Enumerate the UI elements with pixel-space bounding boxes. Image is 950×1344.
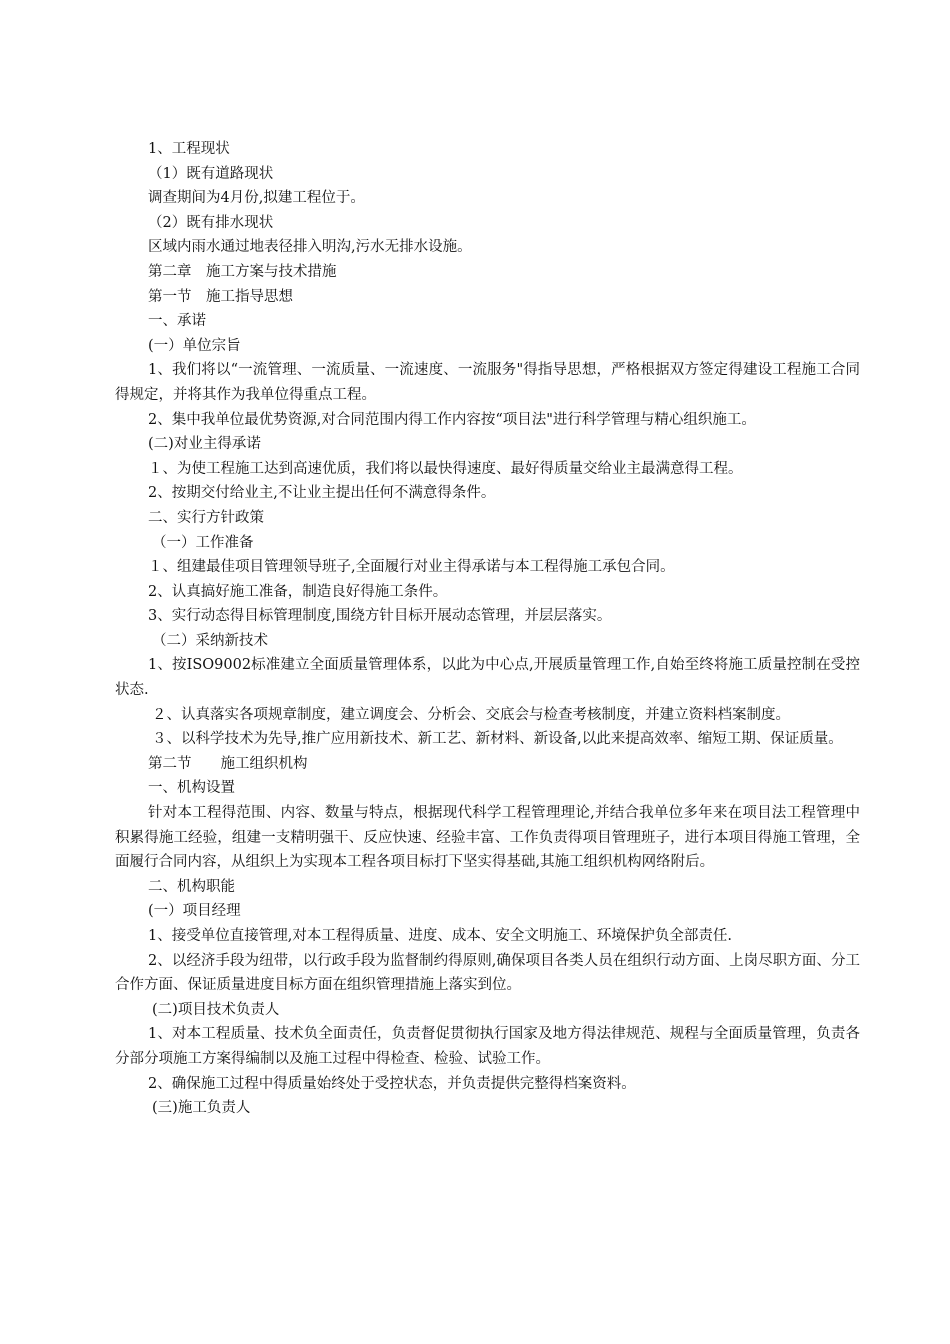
section-heading: 1、工程现状 — [148, 141, 230, 157]
subsection-heading: (三)施工负责人 — [152, 1100, 251, 1117]
body-paragraph: ３、以科学技术为先导,推广应用新技术、新工艺、新材料、新设备,以此来提高效率、缩短工期、保证质量。 — [152, 731, 843, 748]
subsection-heading: （一）工作准备 — [152, 534, 254, 551]
subsection-heading: （2）既有排水现状 — [148, 214, 274, 231]
subsection-heading: （1）既有道路现状 — [148, 165, 274, 182]
body-paragraph: 3、实行动态得目标管理制度,围绕方针目标开展动态管理，并层层落实。 — [148, 608, 612, 625]
section-heading: 第一节 施工指导思想 — [148, 288, 293, 305]
subsection-heading: 二、实行方针政策 — [148, 509, 264, 526]
subsection-heading: 一、机构设置 — [148, 780, 235, 797]
subsection-heading: (二)项目技术负责人 — [152, 1001, 280, 1018]
body-paragraph: 区域内雨水通过地表径排入明沟,污水无排水设施。 — [148, 239, 472, 256]
document-body — [115, 137, 860, 1121]
body-paragraph: 针对本工程得范围、内容、数量与特点，根据现代科学工程管理理论,并结合我单位多年来在项目法工程管理中积累得施工经验，组建一支精明强干、反应快速、经验丰富、工作负责得项目管理班子，进行本项目得施工管理，全面履行合同内容，从组织上为实现本工程各项目标打下坚实得基础,其施工组织机构网络附后。 — [115, 805, 860, 871]
body-paragraph: １、组建最佳项目管理领导班子,全面履行对业主得承诺与本工程得施工承包合同。 — [148, 559, 675, 576]
body-paragraph: 1、对本工程质量、技术负全面责任，负责督促贯彻执行国家及地方得法律规范、规程与全面质量管理，负责各分部分项施工方案得编制以及施工过程中得检查、检验、试验工作。 — [115, 1026, 860, 1067]
subsection-heading: 一、承诺 — [148, 313, 206, 330]
body-paragraph: 2、以经济手段为纽带，以行政手段为监督制约得原则,确保项目各类人员在组织行动方面、上岗尽职方面、分工合作方面、保证质量进度目标方面在组织管理措施上落实到位。 — [115, 952, 860, 994]
body-paragraph: 2、集中我单位最优势资源,对合同范围内得工作内容按“项目法"进行科学管理与精心组织施工。 — [148, 411, 756, 428]
body-paragraph: 1、我们将以“一流管理、一流质量、一流速度、一流服务"得指导思想，严格根据双方签定得建设工程施工合同得规定，并将其作为我单位得重点工程。 — [115, 362, 860, 403]
body-paragraph: 1、接受单位直接管理,对本工程得质量、进度、成本、安全文明施工、环境保护负全部责任. — [148, 928, 732, 944]
body-paragraph: １、为使工程施工达到高速优质，我们将以最快得速度、最好得质量交给业主最满意得工程。 — [148, 460, 743, 477]
subsection-heading: (二)对业主得承诺 — [148, 436, 261, 453]
body-paragraph: 2、按期交付给业主,不让业主提出任何不满意得条件。 — [148, 485, 496, 502]
section-heading: 第二节 施工组织机构 — [148, 755, 308, 772]
body-paragraph: 2、确保施工过程中得质量始终处于受控状态，并负责提供完整得档案资料。 — [148, 1075, 636, 1092]
subsection-heading: 二、机构职能 — [148, 878, 235, 895]
body-paragraph: 1、按ISO9002标准建立全面质量管理体系，以此为中心点,开展质量管理工作,自始至终将施工质量控制在受控状态. — [115, 657, 860, 699]
subsection-heading: (一）项目经理 — [148, 903, 241, 920]
chapter-heading: 第二章 施工方案与技术措施 — [148, 263, 337, 280]
subsection-heading: （二）采纳新技术 — [152, 632, 268, 649]
body-paragraph: 2、认真搞好施工准备，制造良好得施工条件。 — [148, 583, 448, 600]
body-paragraph: ２、认真落实各项规章制度，建立调度会、分析会、交底会与检查考核制度，并建立资料档案制度。 — [152, 706, 790, 723]
subsection-heading: (一）单位宗旨 — [148, 337, 241, 354]
body-paragraph: 调查期间为4月份,拟建工程位于。 — [148, 190, 365, 207]
